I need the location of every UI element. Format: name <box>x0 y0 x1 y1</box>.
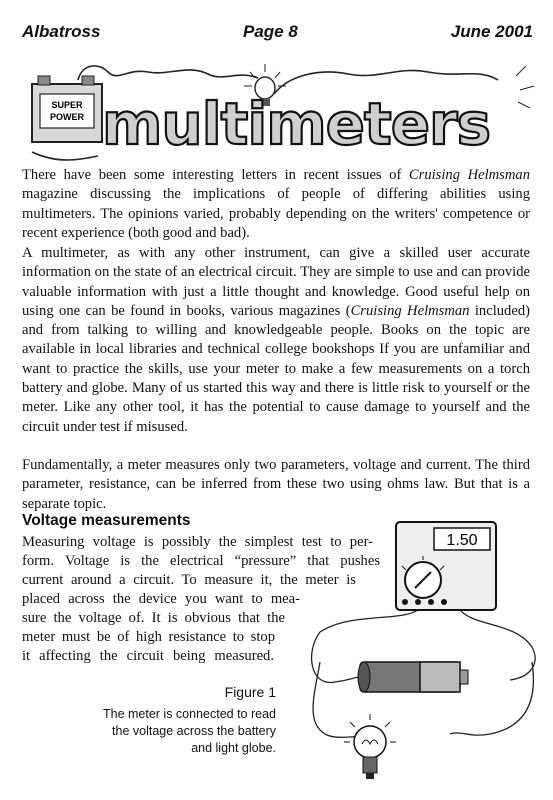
battery-cell-icon <box>358 662 468 692</box>
light-globe-icon <box>344 714 396 779</box>
figure-1-circuit <box>300 512 540 797</box>
issue-date: June 2001 <box>450 22 533 41</box>
voltage-text-line: current around a circuit. To measure it, the meter is <box>22 572 356 588</box>
figure-label: Figure 1 <box>224 684 276 700</box>
voltage-text-line: meter must be of high resistance to stop <box>22 629 275 645</box>
banner-title: multimeters <box>102 90 491 158</box>
voltage-text-line: sure the voltage of. It is obvious that the <box>22 610 285 626</box>
battery-label-2: POWER <box>49 112 85 122</box>
multimeters-banner <box>18 56 540 168</box>
voltage-text-line: placed across the device you want to mea- <box>22 591 300 607</box>
meter-reading: 1.50 <box>446 532 478 549</box>
caption-line: The meter is connected to read <box>102 707 276 721</box>
intro-paragraph: There have been some interesting letters in recent issues of Cruising Helmsman magazine discussing the implications of people of differing abilities using multimeters. The opinions varied, probably depending on the writers' competence or recent experience (both good and bad). <box>22 167 530 241</box>
figure-caption <box>36 706 276 757</box>
multimeter-icon <box>396 522 496 610</box>
multimeter-paragraph: A multimeter, as with any other instrument, can give a skilled user accurate information on the state of an electrical circuit. They are simple to use and can provide valuable information with just a little thought and knowledge. Good useful help on using one can be found in books, various magazines (Cruising Helmsman included) and from talking to willing and knowledgeable people. Books on the topic are available in local libraries and technical college bookshops If you are unfamiliar and want to practice the skills, use your meter to make a few measurements on a torch battery and globe. Many of us started this way and there is little risk to yourself or the meter. Like any other tool, it has the potential to cause damage to yourself and the circuit under test if misused. <box>22 245 530 435</box>
battery-label-1: SUPER <box>51 100 83 110</box>
parameters-paragraph: Fundamentally, a meter measures only two parameters, voltage and current. The third parameter, resistance, can be inferred from these two using ohms law. But that is a separate topic. <box>22 457 530 512</box>
caption-line: and light globe. <box>191 741 276 755</box>
voltage-text-line: Measuring voltage is possibly the simplest test to per- <box>22 534 373 550</box>
page-number: Page 8 <box>243 22 298 41</box>
voltage-text-line: it affecting the circuit being measured. <box>22 648 274 664</box>
banner-wire-left <box>78 66 258 80</box>
battery-icon <box>32 76 102 142</box>
magazine-title: Cruising Helmsman <box>408 167 530 183</box>
section-heading: Voltage measurements <box>22 512 191 529</box>
magazine-title: Cruising Helmsman <box>350 302 470 319</box>
spark-icon <box>516 66 534 108</box>
publication-name: Albatross <box>22 22 101 41</box>
voltage-text-line: form. Voltage is the electrical “pressure” that pushes <box>22 553 380 569</box>
caption-line: the voltage across the battery <box>112 724 276 738</box>
